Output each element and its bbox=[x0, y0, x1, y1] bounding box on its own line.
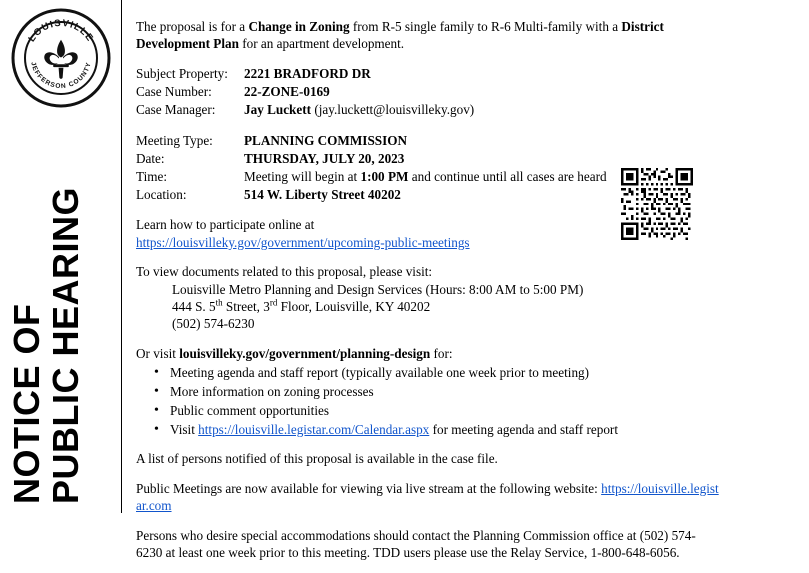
livestream-prefix: Public Meetings are now available for viewing via live stream at the following website: bbox=[136, 480, 602, 496]
case-number-value: 22-ZONE-0169 bbox=[244, 84, 330, 100]
list-item: • More information on zoning processes bbox=[154, 383, 796, 402]
accommodations-paragraph: Persons who desire special accommodations should contact the Planning Commission office at (502) 574-6230 at least one week prior to this meeting. TDD users please use the Relay Service, 1-800-648-6056. bbox=[136, 527, 696, 560]
legistar-calendar-link[interactable]: https://louisville.legistar.com/Calendar.aspx bbox=[198, 421, 430, 437]
proposal-text-1: The proposal is for a bbox=[136, 19, 249, 34]
or-visit-block bbox=[136, 345, 796, 439]
case-number-label: Case Number: bbox=[136, 84, 212, 100]
legistar-suffix: for meeting agenda and staff report bbox=[429, 421, 618, 437]
meeting-time-value bbox=[244, 168, 796, 186]
notice-body bbox=[136, 18, 796, 573]
legistar-prefix: Visit bbox=[170, 421, 199, 437]
proposal-text-2: from R-5 single family to R-6 Multi-family with a bbox=[349, 19, 622, 34]
case-number-row bbox=[136, 83, 796, 101]
livestream-paragraph bbox=[136, 480, 722, 515]
meeting-date-label: Date: bbox=[136, 150, 165, 166]
meeting-time-bold: 1:00 PM bbox=[360, 168, 409, 184]
vertical-title-line-1: NOTICE OF bbox=[6, 303, 47, 504]
subject-property-value: 2221 BRADFORD DR bbox=[244, 65, 371, 81]
vertical-title bbox=[0, 112, 122, 512]
list-item: • Meeting agenda and staff report (typically available one week prior to meeting) bbox=[154, 364, 796, 383]
svg-text:LOUISVILLE: LOUISVILLE bbox=[26, 17, 96, 45]
or-visit-prefix: Or visit bbox=[136, 345, 180, 361]
meeting-time-label: Time: bbox=[136, 168, 168, 184]
participate-lead: Learn how to participate online at bbox=[136, 217, 315, 233]
documents-address-sup1: th bbox=[215, 297, 223, 308]
meeting-details bbox=[136, 132, 796, 205]
list-item: • Public comment opportunities bbox=[154, 402, 796, 421]
vertical-title-line-2: PUBLIC HEARING bbox=[44, 186, 86, 504]
meeting-location-row bbox=[136, 186, 796, 204]
documents-address-line bbox=[172, 298, 796, 315]
livestream-link[interactable]: https://louisville.legistar.com bbox=[136, 480, 719, 514]
documents-address-post: Floor, Louisville, KY 40202 bbox=[277, 299, 431, 315]
louisville-jefferson-county-seal bbox=[11, 8, 111, 108]
case-manager-name: Jay Luckett bbox=[244, 102, 312, 118]
documents-office-line: Louisville Metro Planning and Design Services (Hours: 8:00 AM to 5:00 PM) bbox=[172, 281, 584, 297]
proposal-paragraph bbox=[136, 18, 722, 53]
meeting-date-row bbox=[136, 150, 796, 168]
persons-notified-paragraph: A list of persons notified of this proposal is available in the case file. bbox=[136, 451, 498, 467]
subject-property-row bbox=[136, 65, 796, 83]
or-visit-line bbox=[136, 345, 796, 362]
meeting-time-suffix: and continue until all cases are heard bbox=[408, 168, 607, 184]
meeting-type-row bbox=[136, 132, 796, 150]
meeting-date-value: THURSDAY, JULY 20, 2023 bbox=[244, 150, 405, 166]
case-manager-label: Case Manager: bbox=[136, 102, 216, 118]
meeting-type-label: Meeting Type: bbox=[136, 132, 213, 148]
meeting-type-value: PLANNING COMMISSION bbox=[244, 132, 408, 148]
case-manager-row bbox=[136, 101, 796, 119]
documents-address-pre: 444 S. 5 bbox=[172, 299, 216, 315]
proposal-bold-district-development-plan: District Development Plan bbox=[136, 19, 664, 52]
case-manager-email: (jay.luckett@louisvilleky.gov) bbox=[314, 102, 475, 118]
or-visit-bullet-list bbox=[136, 364, 796, 439]
documents-phone-line: (502) 574-6230 bbox=[172, 316, 255, 332]
list-item-legistar bbox=[154, 421, 796, 440]
meeting-location-label: Location: bbox=[136, 187, 187, 203]
subject-property-label: Subject Property: bbox=[136, 65, 228, 81]
participate-url-link[interactable]: https://louisvilleky.gov/government/upcoming-public-meetings bbox=[136, 234, 470, 250]
case-manager-value-wrap bbox=[244, 101, 796, 119]
participate-online-block bbox=[136, 216, 796, 251]
view-documents-block bbox=[136, 263, 796, 333]
or-visit-suffix: for: bbox=[430, 345, 453, 361]
meeting-time-prefix: Meeting will begin at bbox=[244, 168, 361, 184]
proposal-text-3: for an apartment development. bbox=[238, 36, 405, 52]
left-banner bbox=[0, 0, 122, 513]
documents-address-sup2: rd bbox=[269, 297, 278, 308]
view-documents-lead: To view documents related to this proposal, please visit: bbox=[136, 264, 433, 280]
case-details bbox=[136, 65, 796, 120]
documents-address-mid: Street, 3 bbox=[222, 299, 270, 315]
proposal-bold-change-in-zoning: Change in Zoning bbox=[248, 19, 350, 34]
or-visit-bold-url: louisvilleky.gov/government/planning-design bbox=[179, 345, 431, 361]
meeting-time-row bbox=[136, 168, 796, 186]
meeting-location-value: 514 W. Liberty Street 40202 bbox=[244, 187, 401, 203]
svg-text:JEFFERSON COUNTY: JEFFERSON COUNTY bbox=[29, 61, 93, 91]
